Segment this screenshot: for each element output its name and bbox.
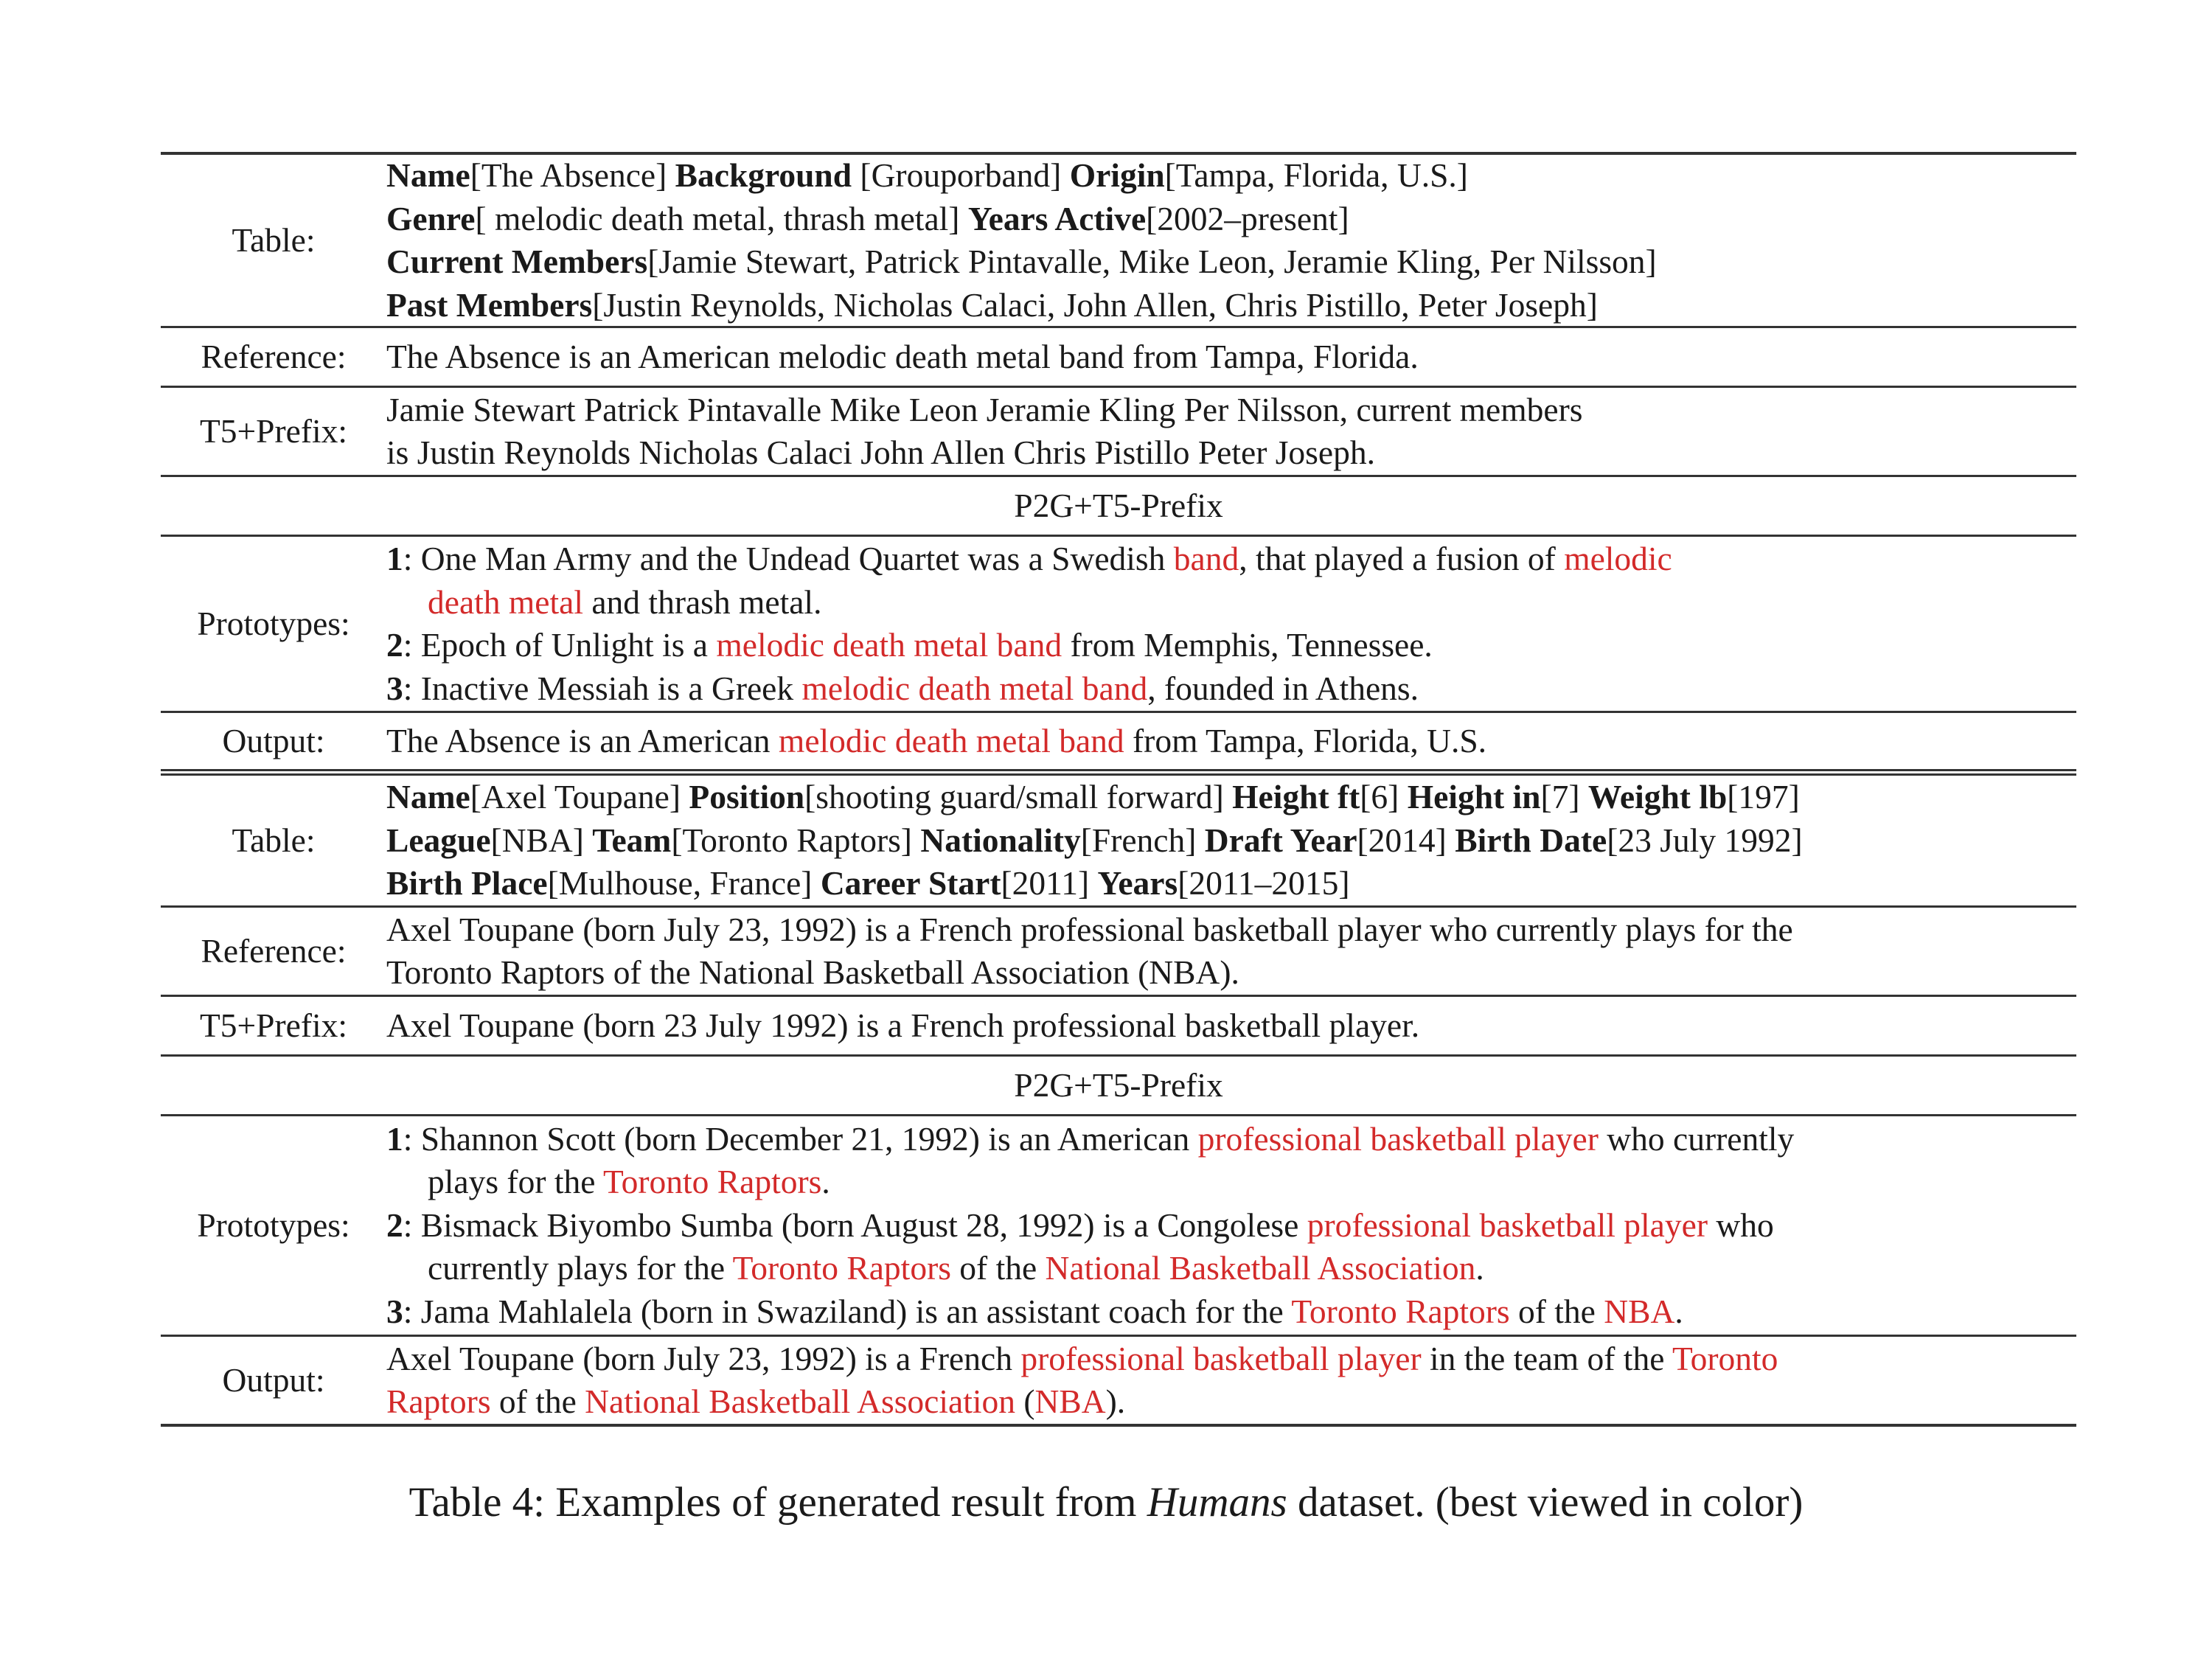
table-line [386, 284, 2076, 327]
ex1-p2g-header-row [161, 477, 2076, 535]
p2g-header: P2G+T5-Prefix [1014, 486, 1223, 524]
field-key: Past Members [386, 285, 593, 324]
field-key: Name [386, 156, 470, 194]
row-label: T5+Prefix: [199, 411, 348, 450]
table-line [386, 198, 2076, 241]
field-key: Background [675, 156, 852, 194]
row-label: Table: [232, 821, 316, 859]
prototype-number: 1 [386, 540, 403, 577]
highlight: Toronto Raptors [732, 1249, 951, 1287]
highlight: National Basketball Association [585, 1382, 1015, 1420]
reference-line: Toronto Raptors of the National Basketball Association (NBA). [386, 953, 1239, 991]
prototype-item: 1: Shannon Scott (born December 21, 1992) is an American professional basketball player who currently plays for the Toronto Raptors. [386, 1119, 1795, 1201]
ex2-table-content [386, 776, 2076, 905]
row-label: Reference: [201, 931, 347, 970]
field-value: [Justin Reynolds, Nicholas Calaci, John Allen, Chris Pistillo, Peter Joseph] [592, 285, 1598, 324]
example-separator-rule [161, 769, 2076, 776]
examples-table [161, 152, 2076, 1427]
dataset-name: Humans [1147, 1479, 1287, 1526]
row-label: Output: [222, 1360, 325, 1399]
prototype-number: 2 [386, 1206, 403, 1244]
ex1-t5prefix-content [386, 389, 2076, 475]
ex2-output-content [386, 1338, 2076, 1424]
highlight: NBA [1604, 1292, 1675, 1330]
ex2-prototypes-row [161, 1116, 2076, 1335]
row-label: Table: [232, 220, 316, 259]
t5prefix-text: Axel Toupane (born 23 July 1992) is a French professional basketball player. [386, 1006, 1420, 1044]
field-value: [2002–present] [1146, 199, 1349, 237]
highlight: melodic death metal band [716, 626, 1062, 664]
ex1-prototypes-content [386, 538, 2076, 710]
output-text: The Absence is an American melodic death metal band from Tampa, Florida, U.S. [386, 721, 1487, 759]
field-value: [Jamie Stewart, Patrick Pintavalle, Mike Leon, Jeramie Kling, Per Nilsson] [647, 243, 1657, 280]
highlight: death metal [428, 582, 583, 621]
highlight: professional basketball player [1307, 1206, 1708, 1244]
table-line: League[NBA] Team[Toronto Raptors] Nationality[French] Draft Year[2014] Birth Date[23 July 1992] [386, 821, 1803, 859]
field-key: Genre [386, 199, 476, 237]
row-label: Reference: [201, 337, 347, 375]
field-value: [Grouporband] [860, 156, 1062, 194]
ex1-prototypes-row [161, 537, 2076, 711]
highlight: Toronto [1672, 1339, 1778, 1377]
ex2-t5prefix-content [386, 1004, 2076, 1048]
ex2-reference-row [161, 908, 2076, 995]
prototype-item: 1: One Man Army and the Undead Quartet was a Swedish band, that played a fusion of melodic death metal and thrash metal. [386, 540, 1672, 621]
highlight: Toronto Raptors [603, 1163, 822, 1201]
ex1-table-content [386, 154, 2076, 327]
prototype-item: 3: Inactive Messiah is a Greek melodic death metal band, founded in Athens. [386, 669, 1419, 707]
row-label: T5+Prefix: [199, 1006, 348, 1044]
ex2-prototypes-content [386, 1118, 2076, 1334]
field-key: Current Members [386, 243, 648, 280]
highlight: NBA [1034, 1382, 1106, 1420]
highlight: professional basketball player [1020, 1339, 1422, 1377]
prototype-number: 2 [386, 626, 403, 664]
ex2-reference-content [386, 908, 2076, 995]
t5prefix-line: Jamie Stewart Patrick Pintavalle Mike Leon Jeramie Kling Per Nilsson, current members [386, 390, 1583, 428]
ex2-output-row [161, 1337, 2076, 1424]
ex1-reference-row [161, 328, 2076, 386]
row-label: Output: [222, 721, 325, 759]
highlight: National Basketball Association [1045, 1249, 1476, 1287]
ex2-table-row [161, 776, 2076, 905]
field-value: [ melodic death metal, thrash metal] [475, 199, 960, 237]
prototype-item: 2: Bismack Biyombo Sumba (born August 28, 1992) is a Congolese professional basketball player who currently plays for the Toronto Raptors of the National Basketball Association. [386, 1206, 1774, 1287]
ex1-table-row [161, 155, 2076, 326]
ex2-p2g-header-row [161, 1057, 2076, 1114]
prototype-item: 3: Jama Mahlalela (born in Swaziland) is an assistant coach for the Toronto Raptors of the NBA. [386, 1292, 1683, 1330]
reference-line: Axel Toupane (born July 23, 1992) is a French professional basketball player who currently plays for the [386, 910, 1793, 948]
highlight: melodic death metal band [801, 669, 1148, 707]
output-line: Raptors of the National Basketball Association (NBA). [386, 1382, 1126, 1420]
highlight: melodic [1564, 540, 1672, 577]
prototype-item: 2: Epoch of Unlight is a melodic death metal band from Memphis, Tennessee. [386, 626, 1433, 664]
table-line [386, 154, 2076, 198]
table-caption: Table 4: Examples of generated result from Humans dataset. (best viewed in color) [408, 1479, 1804, 1526]
field-key: Years Active [967, 199, 1147, 237]
highlight: Toronto Raptors [1291, 1292, 1510, 1330]
highlight: melodic death metal band [778, 721, 1124, 759]
highlight: band [1173, 540, 1239, 577]
t5prefix-line: is Justin Reynolds Nicholas Calaci John Allen Chris Pistillo Peter Joseph. [386, 434, 1375, 471]
prototype-number: 3 [386, 669, 403, 707]
prototype-number: 3 [386, 1292, 403, 1330]
bottom-rule [161, 1424, 2076, 1427]
output-line: Axel Toupane (born July 23, 1992) is a French professional basketball player in the team of the Toronto [386, 1339, 1778, 1377]
table-line [386, 240, 2076, 284]
reference-text: The Absence is an American melodic death metal band from Tampa, Florida. [386, 337, 1419, 375]
field-value: [The Absence] [470, 156, 667, 194]
row-label: Prototypes: [197, 1206, 350, 1244]
field-key: Origin [1069, 156, 1165, 194]
ex1-reference-content [386, 335, 2076, 379]
row-label: Prototypes: [197, 604, 350, 642]
highlight: professional basketball player [1197, 1119, 1599, 1158]
ex1-output-row [161, 713, 2076, 769]
prototype-number: 1 [386, 1119, 403, 1158]
p2g-header: P2G+T5-Prefix [1014, 1065, 1223, 1104]
field-value: [Tampa, Florida, U.S.] [1164, 156, 1468, 194]
highlight: Raptors [386, 1382, 491, 1420]
table-line: Birth Place[Mulhouse, France] Career Start[2011] Years[2011–2015] [386, 864, 1350, 902]
ex2-t5prefix-row [161, 997, 2076, 1054]
table-line: Name[Axel Toupane] Position[shooting guard/small forward] Height ft[6] Height in[7] Weight lb[197] [386, 778, 1800, 816]
ex1-output-content [386, 720, 2076, 763]
ex1-t5prefix-row [161, 388, 2076, 475]
